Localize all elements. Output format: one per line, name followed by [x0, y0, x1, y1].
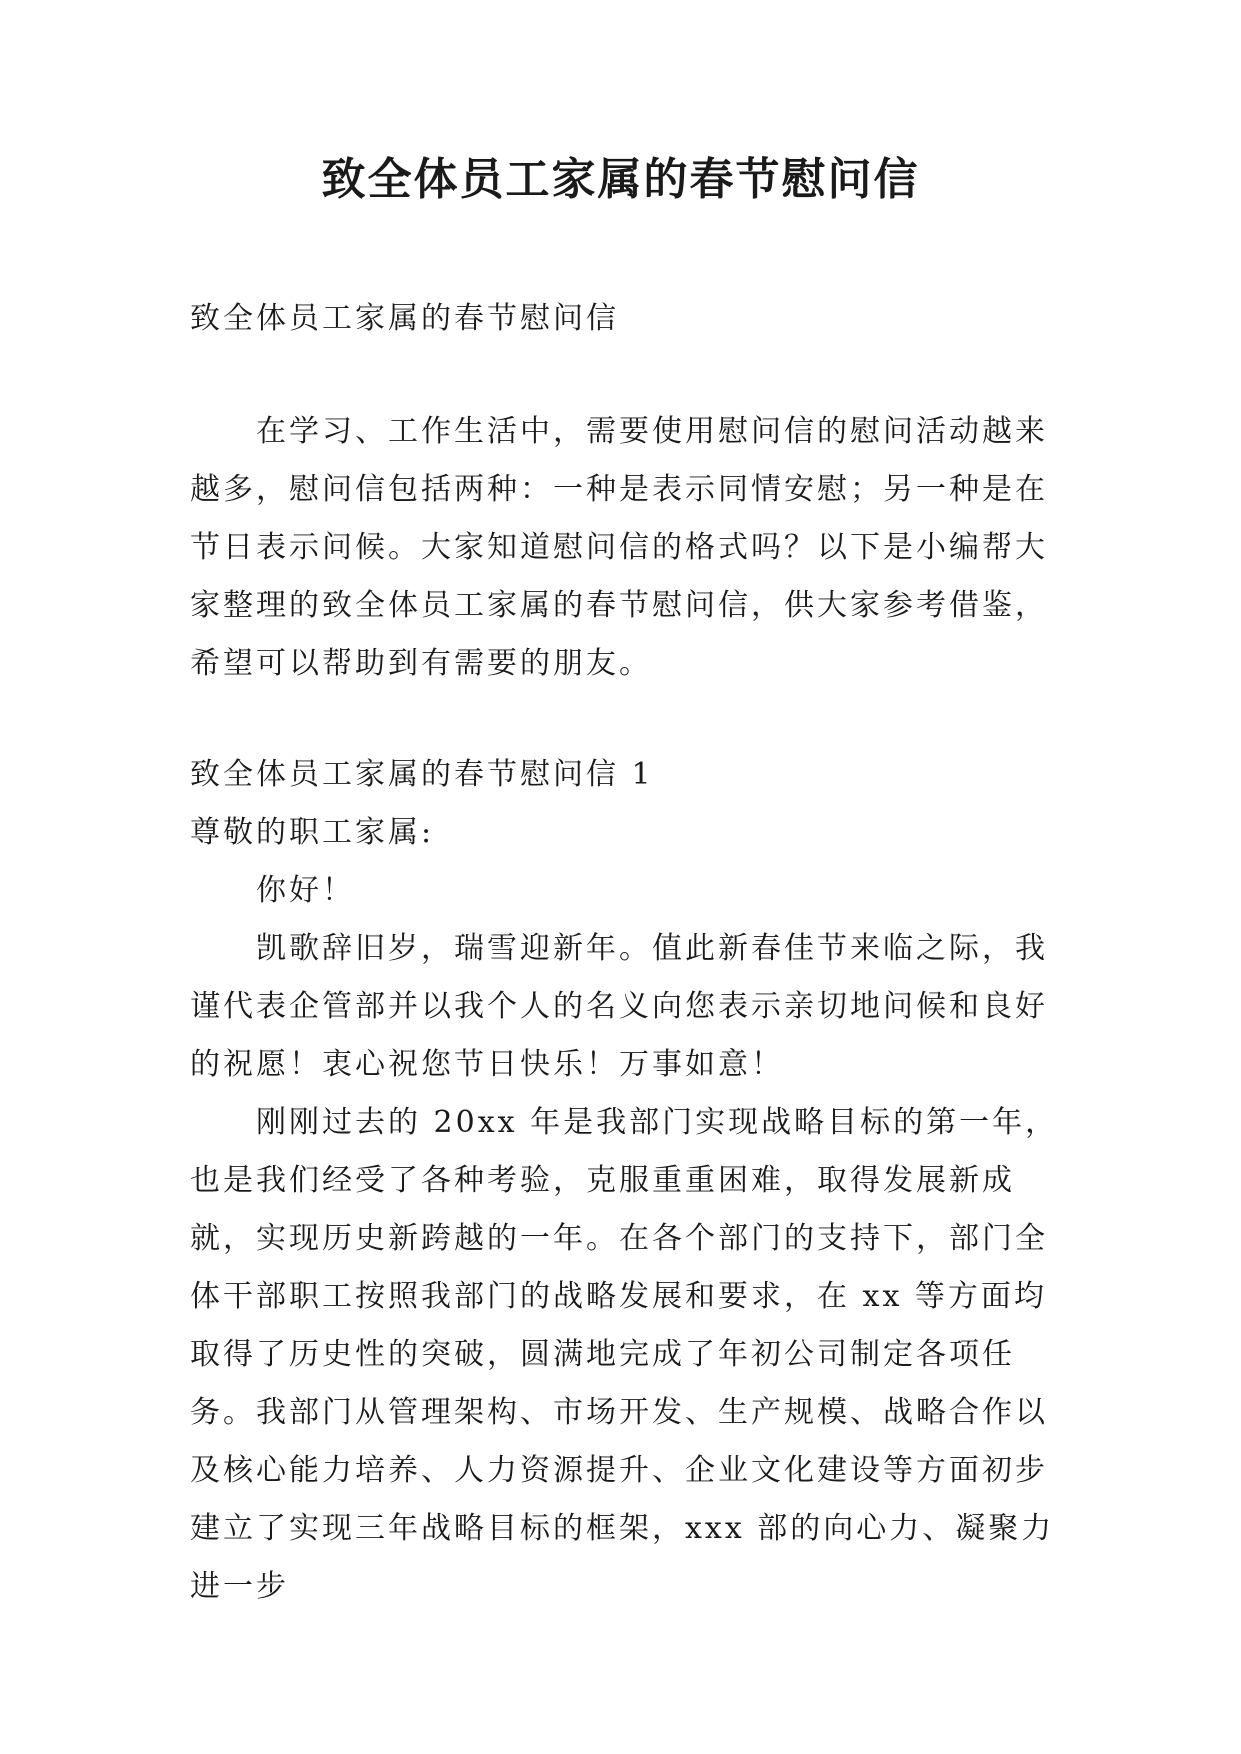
letter-paragraph-2: 刚刚过去的 20xx 年是我部门实现战略目标的第一年，也是我们经受了各种考验，克服重重困难，取得发展新成就，实现历史新跨越的一年。在各个部门的支持下，部门全体干部职工按照我部门的战略发展和要求，在 xx 等方面均取得了历史性的突破，圆满地完成了年初公司制定各项任务。我部门从管理架构、市场开发、生产规模、战略合作以及核心能力培养、人力资源提升、企业文化建设等方面初步建立了实现三年战略目标的框架，xxx 部的向心力、凝聚力进一步: [190, 1105, 1059, 1604]
document-title: 致全体员工家属的春节慰问信: [321, 154, 920, 205]
intro-paragraph: 在学习、工作生活中，需要使用慰问信的慰问活动越来越多，慰问信包括两种：一种是表示同情安慰；另一种是在节日表示问候。大家知道慰问信的格式吗？以下是小编帮大家整理的致全体员工家属的春节慰问信，供大家参考借鉴，希望可以帮助到有需要的朋友。: [190, 414, 1048, 681]
letter-paragraph-1: 凯歌辞旧岁，瑞雪迎新年。值此新春佳节来临之际，我谨代表企管部并以我个人的名义向您表示亲切地问候和良好的祝愿！衷心祝您节日快乐！万事如意！: [190, 931, 1048, 1082]
letter-heading: 致全体员工家属的春节慰问信 1: [190, 757, 654, 792]
document-subtitle: 致全体员工家属的春节慰问信: [190, 301, 619, 336]
letter-greeting: 你好！: [256, 873, 355, 908]
letter-salutation: 尊敬的职工家属:: [190, 815, 435, 850]
